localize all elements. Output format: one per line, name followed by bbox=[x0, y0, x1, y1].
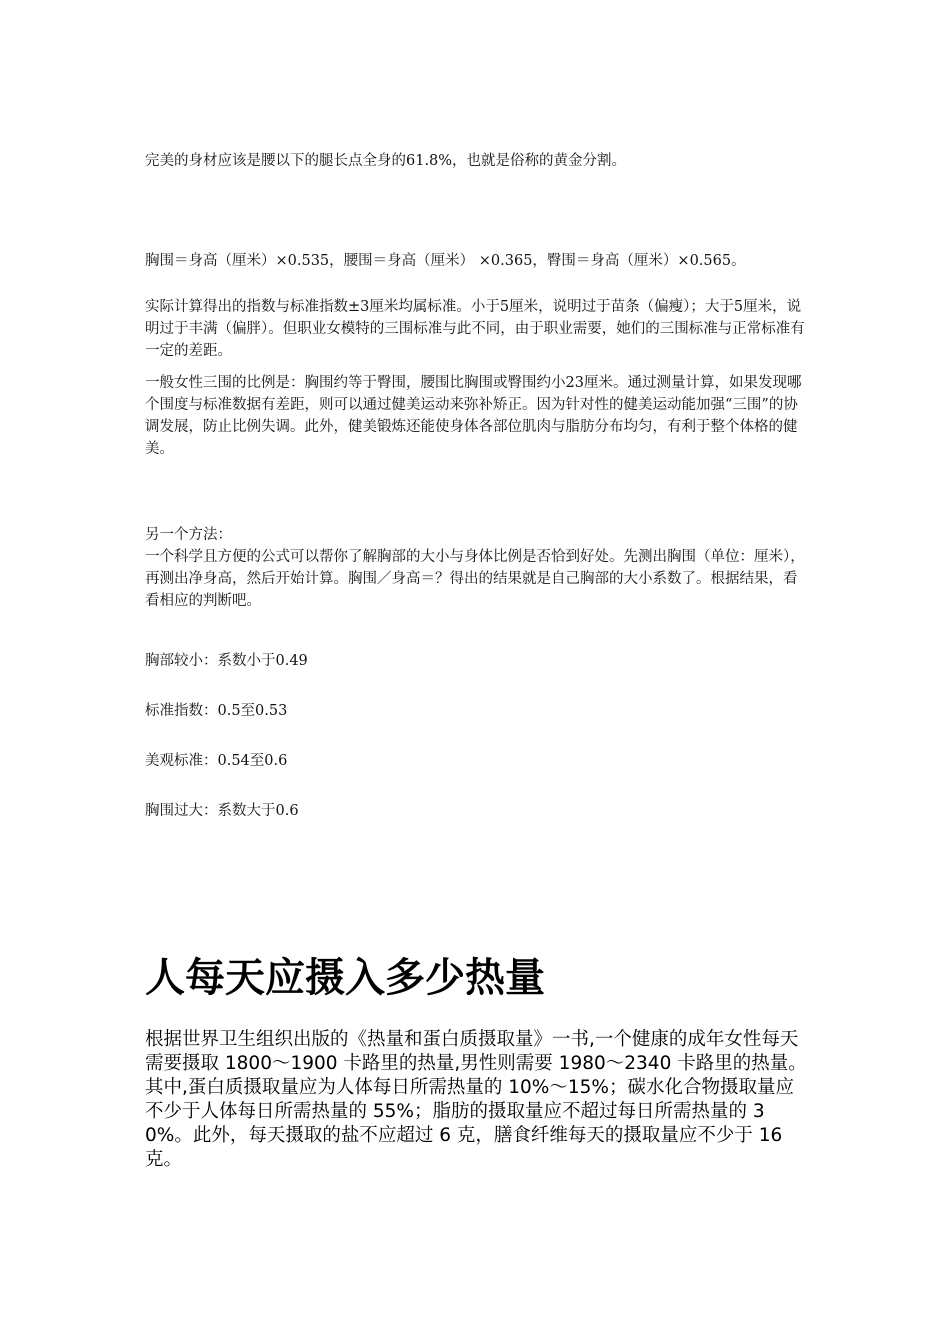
chest-formula-paragraph: 一个科学且方便的公式可以帮你了解胸部的大小与身体比例是否恰到好处。先测出胸围（单位：厘米），再测出净身高，然后开始计算。胸围／身高＝？得出的结果就是自己胸部的大小系数了。根据结果，看看相应的判断吧。 bbox=[145, 549, 805, 609]
measurement-formula-paragraph: 胸围＝身高（厘米）×0.535，腰围＝身高（厘米） ×0.365，臀围＝身高（厘米）×0.565。 bbox=[145, 253, 746, 269]
golden-ratio-paragraph: 完美的身材应该是腰以下的腿长点全身的61.8%，也就是俗称的黄金分割。 bbox=[145, 153, 627, 169]
calorie-heading: 人每天应摄入多少热量 bbox=[145, 955, 545, 1001]
calorie-paragraph: 根据世界卫生组织出版的《热量和蛋白质摄取量》一书,一个健康的成年女性每天需要摄取 1800～1900 卡路里的热量,男性则需要 1980～2340 卡路里的热量。其中,蛋白质摄取量应为人体每日所需热量的 10%～15%；碳水化合物摄取量应不少于人体每日所需热量的 55%；脂肪的摄取量应不超过每日所需热量的 30%。此外，每天摄取的盐不应超过 6 克，膳食纤维每天的摄取量应不少于 16 克。 bbox=[145, 1029, 807, 1170]
body-ratio-paragraph: 一般女性三围的比例是：胸围约等于臀围，腰围比胸围或臀围约小23厘米。通过测量计算，如果发现哪个围度与标准数据有差距，则可以通过健美运动来弥补矫正。因为针对性的健美运动能加强“三围”的协调发展，防止比例失调。此外，健美锻炼还能使身体各部位肌肉与脂肪分布均匀，有利于整个体格的健美。 bbox=[145, 375, 802, 457]
coefficient-standard: 标准指数：0.5至0.53 bbox=[145, 703, 288, 719]
coefficient-small: 胸部较小：系数小于0.49 bbox=[145, 653, 308, 669]
standard-index-paragraph: 实际计算得出的指数与标准指数±3厘米均属标准。小于5厘米，说明过于苗条（偏瘦）；大于5厘米，说明过于丰满（偏胖）。但职业女模特的三围标准与此不同，由于职业需要，她们的三围标准与正常标准有一定的差距。 bbox=[145, 299, 805, 359]
another-method-label: 另一个方法： bbox=[145, 527, 232, 543]
coefficient-beautiful: 美观标准：0.54至0.6 bbox=[145, 753, 288, 769]
coefficient-large: 胸围过大：系数大于0.6 bbox=[145, 803, 299, 819]
